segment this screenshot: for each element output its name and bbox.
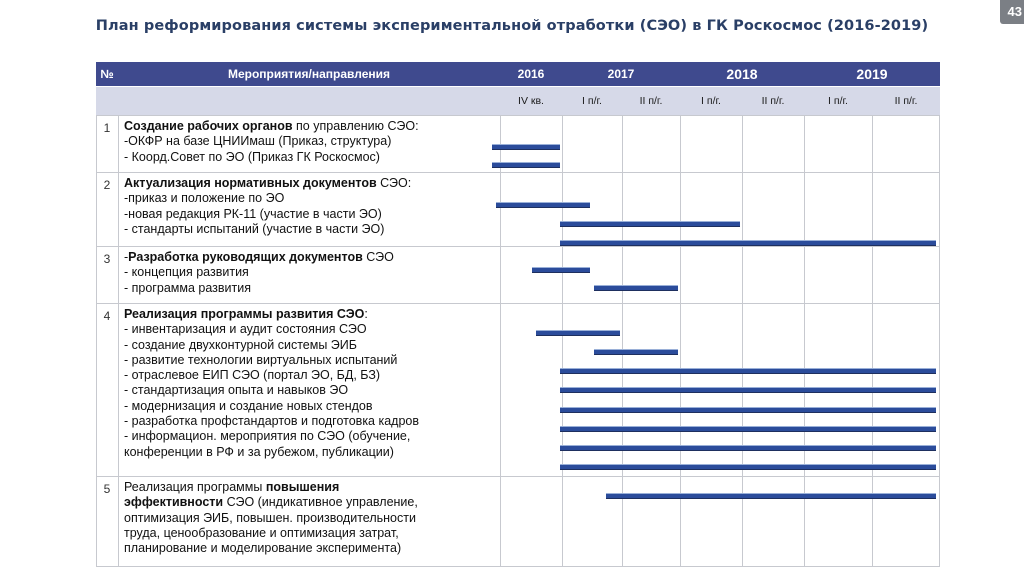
row-number: 2: [103, 178, 111, 192]
gantt-bar-inventory: [536, 330, 620, 336]
gantt-bar-coord-council: [492, 162, 560, 168]
header-period: I п/г.: [680, 87, 742, 115]
grid-line: [939, 115, 940, 566]
description-line: [124, 119, 496, 134]
gantt-bar-okfr: [492, 144, 560, 150]
page-title: План реформирования системы экспериментальной отработки (СЭО) в ГК Роскосмос (2016-2019): [95, 18, 929, 34]
description-text: СЭО: [362, 250, 394, 264]
gantt-bar-stands: [560, 426, 936, 432]
description-text: - отраслевое ЕИП СЭО (портал ЭО, БД, БЗ): [124, 368, 381, 383]
row-number: 4: [103, 309, 111, 323]
description-text: Реализация программы: [124, 480, 266, 494]
row-number: 5: [103, 482, 111, 496]
gantt-bar-program: [594, 285, 678, 291]
description-line: [124, 399, 496, 414]
description-line: [124, 414, 496, 429]
gantt-bar-efficiency: [606, 493, 936, 499]
gantt-bar-rk11: [560, 221, 740, 227]
description-line: [124, 191, 496, 206]
row-description: [118, 303, 500, 476]
description-line: [124, 281, 496, 296]
description-line: [124, 429, 496, 444]
header-period: II п/г.: [742, 87, 804, 115]
page-number-badge: 43: [1000, 0, 1024, 24]
description-line: [124, 176, 496, 191]
description-text: -новая редакция РК-11 (участие в части ЭО): [124, 206, 382, 221]
description-line: [124, 353, 496, 368]
description-line: [124, 495, 496, 510]
row-description: [118, 246, 500, 303]
description-line: [124, 480, 496, 495]
description-text: - стандартизация опыта и навыков ЭО: [124, 383, 349, 398]
description-line: [124, 526, 496, 541]
description-text: СЭО:: [376, 176, 412, 190]
grid-line: [562, 115, 563, 566]
description-text: -ОКФР на базе ЦНИИмаш (Приказ, структура): [124, 134, 392, 149]
description-text: конференции в РФ и за рубежом, публикации): [124, 444, 394, 459]
header-period: I п/г.: [562, 87, 622, 115]
description-text: - стандарты испытаний (участие в части ЭО): [124, 221, 385, 236]
description-text: :: [364, 307, 368, 321]
header-period: II п/г.: [622, 87, 680, 115]
description-line: [124, 307, 496, 322]
header-period: IV кв.: [500, 87, 562, 115]
row-number: 1: [103, 121, 111, 135]
header-year-2018: 2018: [680, 62, 804, 86]
description-text: - инвентаризация и аудит состояния СЭО: [124, 322, 367, 337]
description-line: [124, 322, 496, 337]
gantt-bar-concept: [532, 267, 590, 273]
description-text: -: [124, 250, 129, 264]
description-line: [124, 134, 496, 149]
description-line: [124, 207, 496, 222]
header-year-2019: 2019: [804, 62, 940, 86]
description-text: - модернизация и создание новых стендов: [124, 398, 373, 413]
header-period: I п/г.: [804, 87, 872, 115]
gantt-bar-virtual-tests: [560, 368, 936, 374]
header-activities: Мероприятия/направления: [118, 62, 500, 86]
description-bold-text: Создание рабочих органов: [124, 119, 293, 133]
row-description: [118, 115, 500, 172]
row-description: [118, 172, 500, 246]
description-text: оптимизация ЭИБ, повышен. производительности: [124, 510, 416, 525]
description-line: [124, 338, 496, 353]
description-line: [124, 383, 496, 398]
header-year-2016: 2016: [500, 62, 562, 86]
description-text: труда, ценообразование и оптимизация затрат,: [124, 525, 399, 540]
gantt-bar-information: [560, 464, 936, 470]
header-year-2017: 2017: [562, 62, 680, 86]
description-text: - создание двухконтурной системы ЭИБ: [124, 337, 357, 352]
description-text: СЭО (индикативное управление,: [223, 495, 418, 510]
description-bold-text: повышения: [265, 480, 340, 494]
description-text: - развитие технологии виртуальных испытаний: [124, 352, 398, 367]
gantt-bar-test-standards: [560, 240, 936, 246]
description-bold-text: Разработка руководящих документов: [128, 250, 363, 264]
description-text: - концепция развития: [124, 265, 249, 280]
description-text: по управлению СЭО:: [292, 119, 419, 133]
header-subrow-blank: [96, 87, 500, 115]
grid-line: [500, 115, 501, 566]
description-line: [124, 511, 496, 526]
description-line: [124, 150, 496, 165]
description-text: планирование и моделирование эксперимента): [124, 541, 402, 556]
gantt-bar-order-regulation: [496, 202, 590, 208]
header-period: II п/г.: [872, 87, 940, 115]
description-line: [124, 222, 496, 237]
description-text: -приказ и положение по ЭО: [124, 191, 285, 206]
description-line: [124, 541, 496, 556]
description-bold-text: Актуализация нормативных документов: [124, 176, 377, 190]
gantt-bar-eip: [560, 387, 936, 393]
row-number: 3: [103, 252, 111, 266]
row-description: [118, 476, 500, 566]
description-line: [124, 250, 496, 265]
header-num: №: [96, 62, 118, 86]
description-text: - Коорд.Совет по ЭО (Приказ ГК Роскосмос): [124, 149, 380, 164]
description-text: - информацион. мероприятия по СЭО (обучение,: [124, 429, 411, 444]
gantt-bar-dual-circuit: [594, 349, 678, 355]
description-line: [124, 368, 496, 383]
description-bold-text: эффективности: [124, 495, 224, 510]
row-divider: [96, 566, 940, 567]
description-line: [124, 265, 496, 280]
gantt-bar-standardization: [560, 407, 936, 413]
gantt-bar-prof-standards: [560, 445, 936, 451]
description-bold-text: Реализация программы развития СЭО: [124, 307, 365, 321]
description-line: [124, 445, 496, 460]
description-text: - программа развития: [124, 280, 251, 295]
description-text: - разработка профстандартов и подготовка кадров: [124, 414, 420, 429]
